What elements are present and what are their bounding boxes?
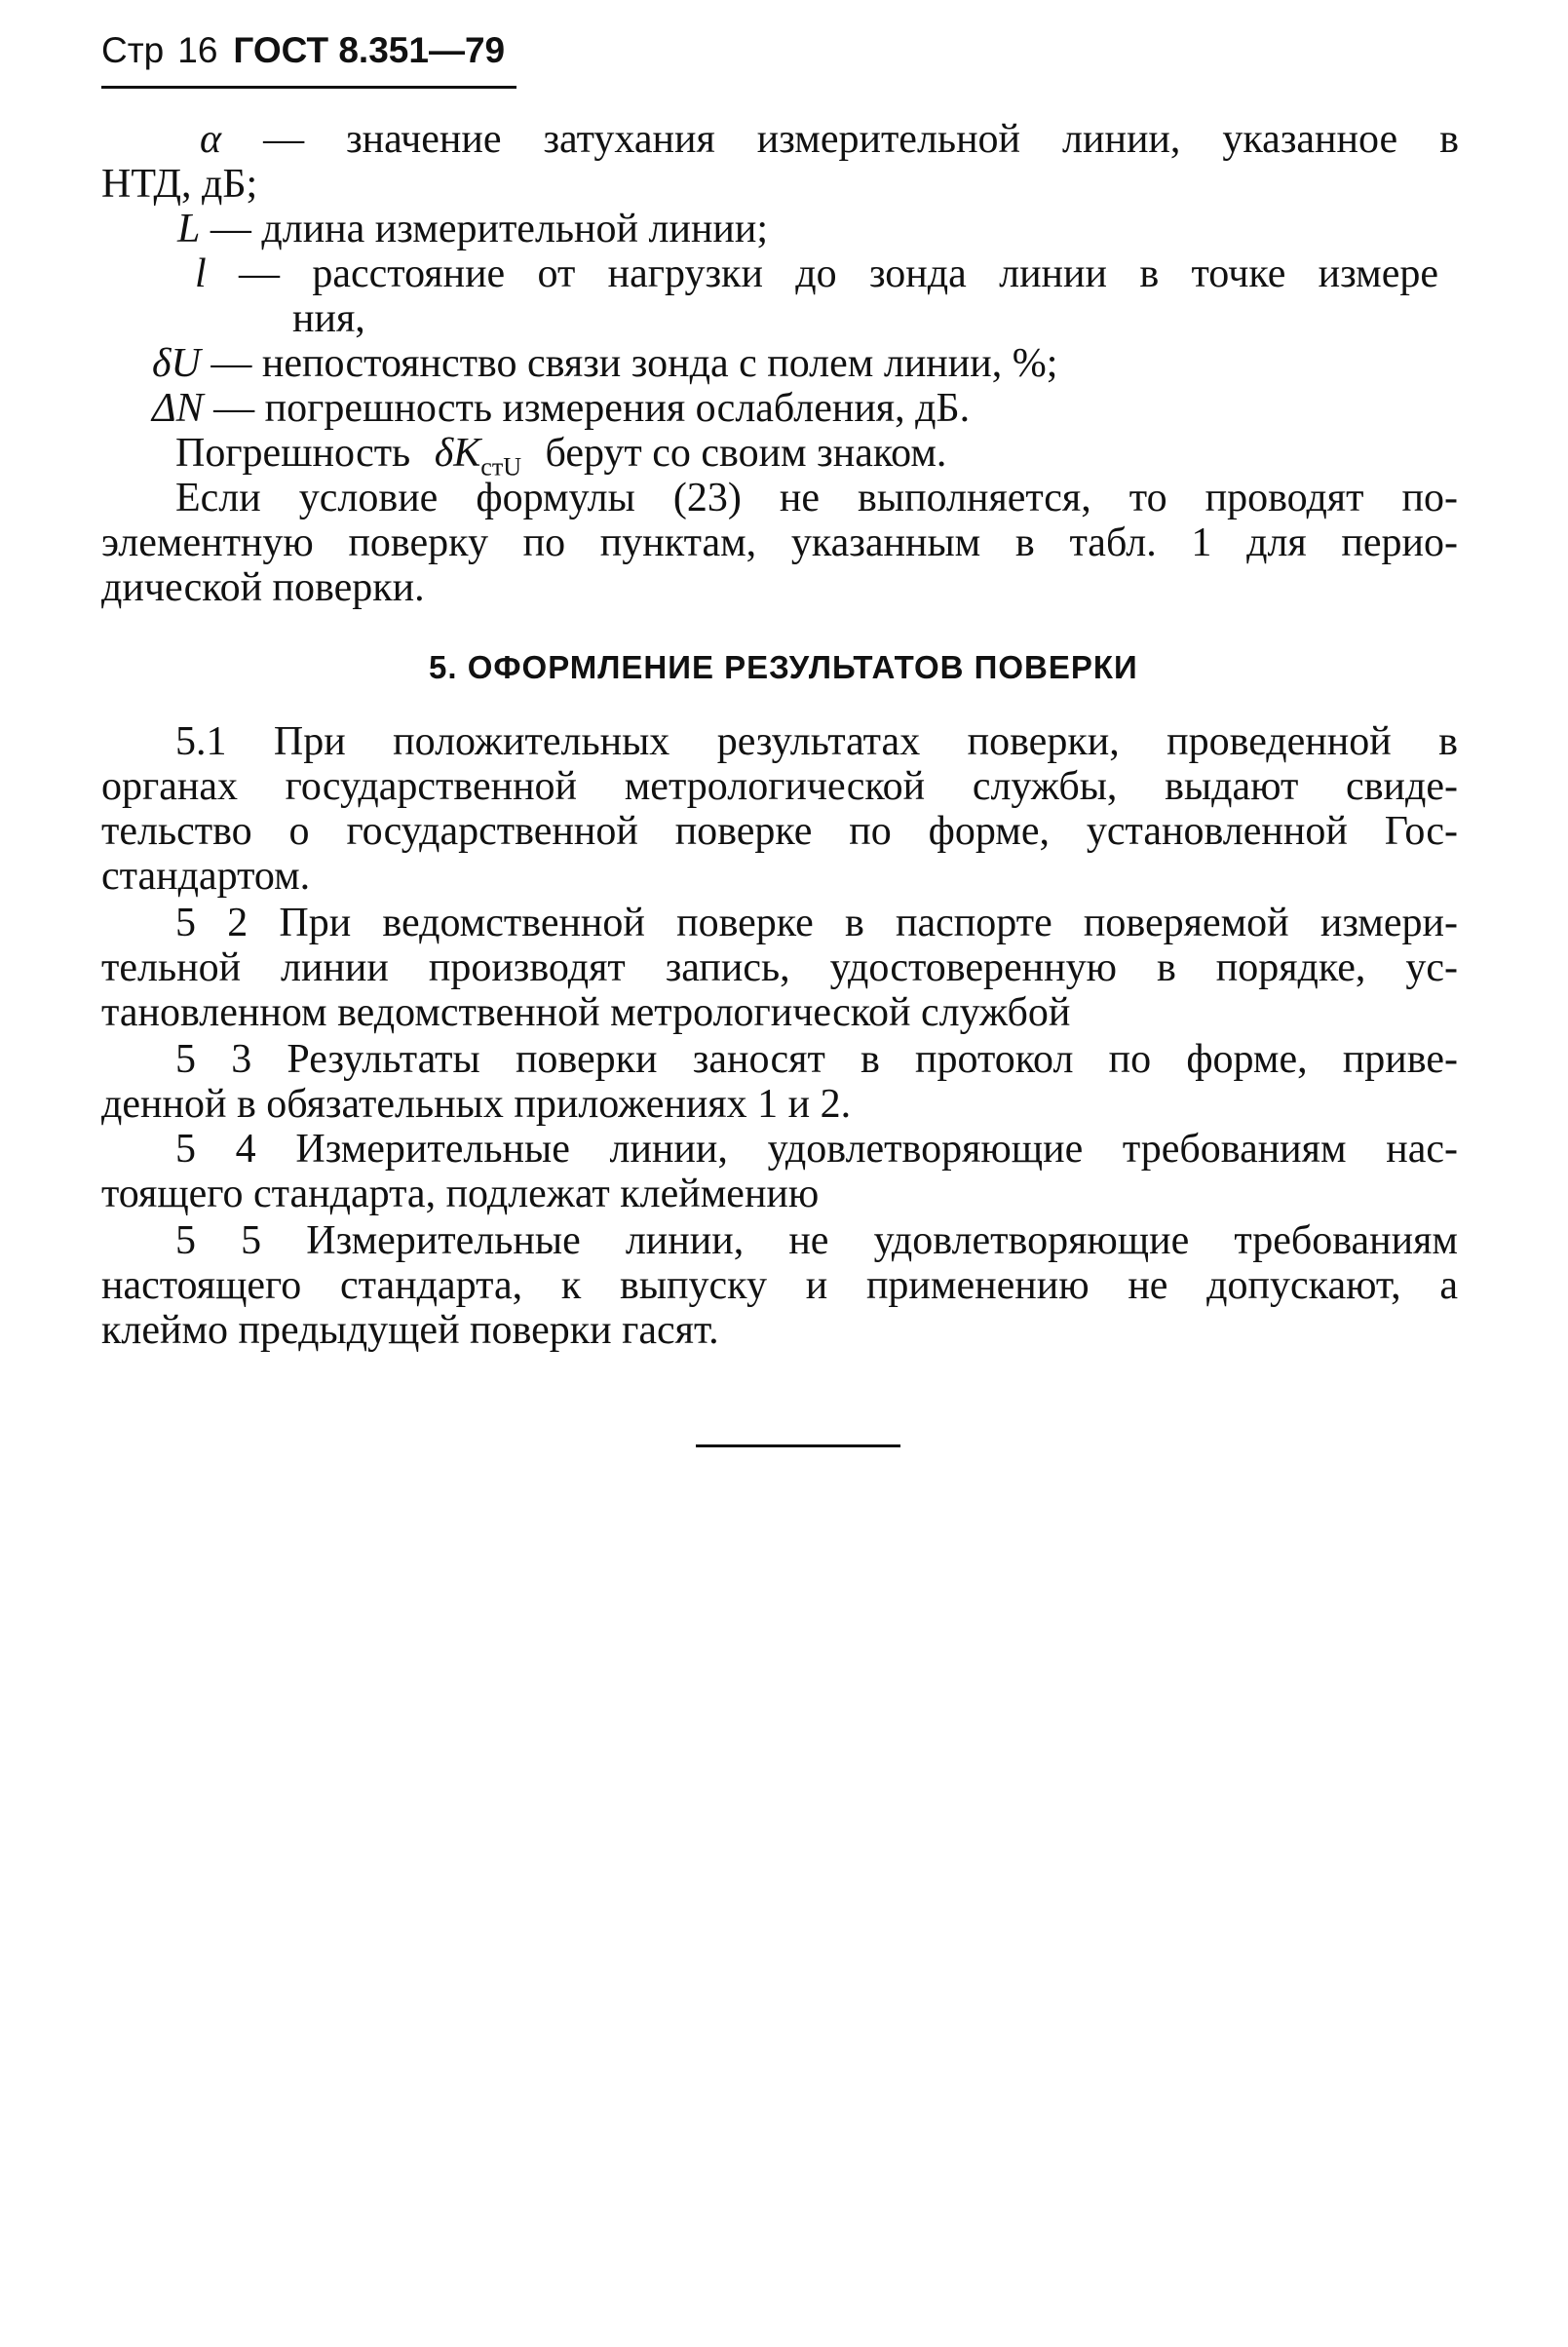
para-5-4-line-2: тоящего стандарта, подлежат клеймению [101,1172,820,1216]
symbol-L: L [177,207,201,251]
definition-alpha-text: — значение затухания измерительной линии, указанное в [263,117,1460,162]
definition-l-line-2: ния, [292,296,365,341]
definition-dN [152,386,970,431]
definition-l-text: — расстояние от нагрузки до зонда линии в точке измере [239,251,1438,296]
definition-dU-text: — непостоянство связи зонда с полем линии, %; [210,341,1058,386]
para-5-1-line-3: тельство о государственной поверке по форме, установленной Гос- [101,809,1458,854]
condition-line-3: дической поверки. [101,565,425,610]
para-5-4-line-1: 5 4 Измерительные линии, удовлетворяющие требованиям нас- [175,1127,1458,1172]
definition-l-line-1 [195,251,1438,296]
page-header [101,25,505,76]
para-5-2-line-3: тановленном ведомственной метрологической службой [101,990,1071,1035]
sign-note-before: Погрешность [175,431,411,476]
symbol-alpha: α [200,117,222,162]
symbol-dU: δU [152,341,201,386]
symbol-dK: δK [434,431,481,476]
para-5-1-line-1: 5.1 При положительных результатах поверки, проведенной в [175,719,1458,764]
para-5-3-line-2: денной в обязательных приложениях 1 и 2. [101,1082,852,1127]
symbol-l: l [195,251,207,296]
end-rule [696,1444,900,1447]
para-5-2-line-2: тельной линии производят запись, удостоверенную в порядке, ус- [101,945,1458,990]
para-5-5-line-3: клеймо предыдущей поверки гасят. [101,1308,719,1353]
definition-L-text: — длина измерительной линии; [210,207,769,251]
para-5-3-line-1: 5 3 Результаты поверки заносят в протокол по форме, приве- [175,1037,1458,1082]
symbol-dK-subscript: стU [480,452,521,481]
definition-alpha-line-2: НТД, дБ; [101,162,258,207]
page-label: Стр [101,30,165,70]
condition-line-2: элементную поверку по пунктам, указанным в табл. 1 для перио- [101,520,1458,565]
section-5-heading: 5. ОФОРМЛЕНИЕ РЕЗУЛЬТАТОВ ПОВЕРКИ [429,649,1138,685]
para-5-1-line-2: органах государственной метрологической службы, выдают свиде- [101,764,1458,809]
para-5-2-line-1: 5 2 При ведомственной поверке в паспорте поверяемой измери- [175,901,1458,945]
definition-alpha-line-1 [200,117,1459,162]
para-5-5-line-2: настоящего стандарта, к выпуску и применению не допускают, а [101,1263,1458,1308]
definition-L [177,207,768,251]
sign-note-after: берут со своим знаком. [545,431,947,476]
definition-dU [152,341,1057,386]
standard-designation: ГОСТ 8.351—79 [233,30,506,70]
definition-dN-text: — погрешность измерения ослабления, дБ. [213,386,971,431]
para-5-5-line-1: 5 5 Измерительные линии, не удовлетворяющие требованиям [175,1218,1458,1263]
page-number: 16 [177,30,218,70]
symbol-dN: ΔN [152,386,204,431]
para-5-1-line-4: стандартом. [101,854,311,899]
header-rule [101,86,516,89]
condition-line-1: Если условие формулы (23) не выполняется, то проводят по- [175,476,1458,520]
